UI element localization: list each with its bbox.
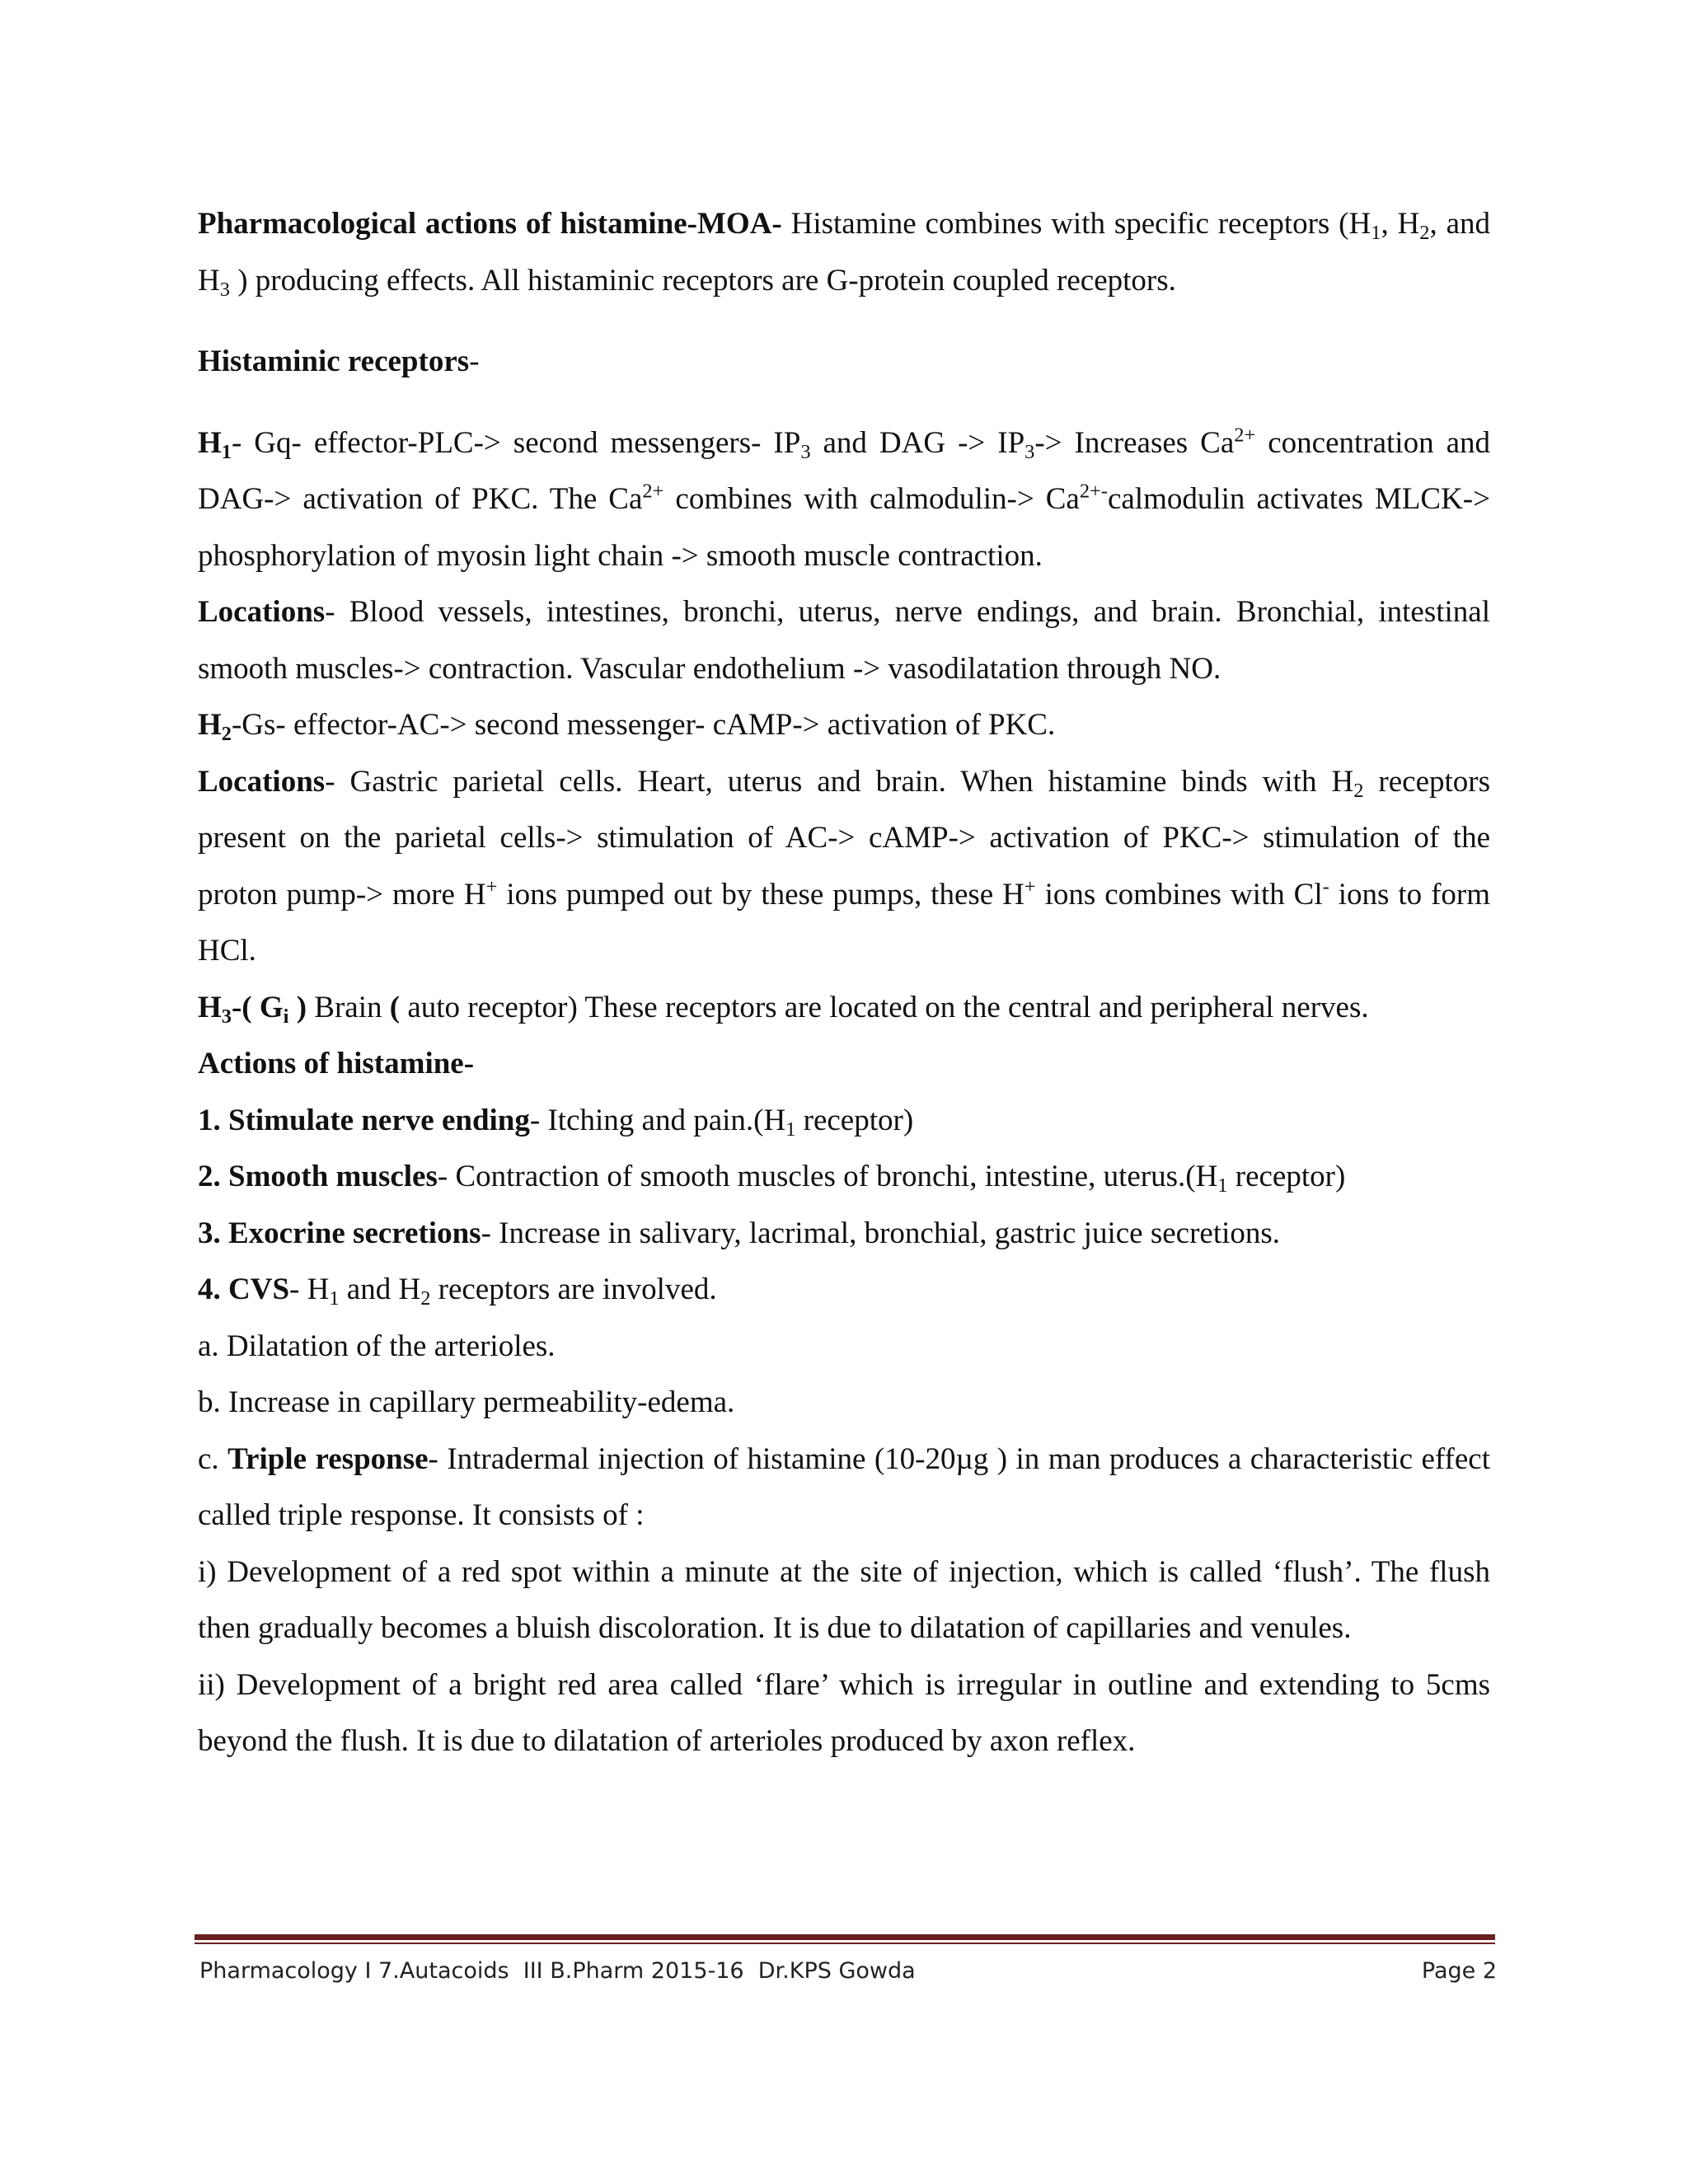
actions-heading: Actions of histamine- xyxy=(198,1047,475,1080)
page-footer xyxy=(199,1955,1497,1988)
sub-item-c: c. Triple response- Intradermal injection of histamine (10-20µg ) in man produces a characteristic effect called triple response. It consists of : xyxy=(198,1441,1490,1532)
footer-course-info: Pharmacology I 7.Autacoids III B.Pharm 2015-16 Dr.KPS Gowda xyxy=(199,1958,916,1984)
page-body xyxy=(198,196,1490,1770)
h3-label: $H_3-$( $G_i$ ) xyxy=(198,990,307,1028)
action-item-3: 3. Exocrine secretions- Increase in salivary, lacrimal, bronchial, gastric juice secretions. xyxy=(198,1216,1281,1250)
footer-divider xyxy=(195,1934,1495,1940)
receptors-heading: Histaminic receptors- xyxy=(198,344,480,378)
locations-label: Locations xyxy=(198,595,326,629)
moa-heading: Pharmacological actions of histamine-MOA- xyxy=(198,207,782,241)
locations-label: Locations xyxy=(198,764,326,799)
action-item-4: 4. CVS- $H_1$ and $H_2$ receptors are involved. xyxy=(198,1272,717,1310)
footer-divider-thin xyxy=(195,1943,1495,1944)
h1-paragraph: $H_1-$ Gq- effector-PLC-> second messengers- $IP_3$ and DAG -> $IP_3->$ Increases $Ca^{2+}$ concentration and DAG-> activation of PKC. The $Ca^{2+}$ combines with calmodulin-> $Ca^{2+-}calmodulin$ activates MLCK-> phosphorylation of myosin light chain -> smooth muscle contraction. xyxy=(198,424,1490,573)
action-item-2: 2. Smooth muscles- Contraction of smooth muscles of bronchi, intestine, $uterus.(H_1$ receptor) xyxy=(198,1160,1346,1197)
h2-paragraph: $H_2-Gs-$ effector-AC-> second messenger- cAMP-> activation of PKC. xyxy=(198,708,1056,745)
h2-label: $H_2$ xyxy=(198,708,232,745)
h3-paragraph: $H_3-$( $G_i$ ) Brain ( auto receptor) These receptors are located on the central and peripheral nerves. xyxy=(198,990,1369,1028)
sub-item-a: a. Dilatation of the arterioles. xyxy=(198,1329,556,1363)
action-item-1: 1. Stimulate nerve ending- Itching and $pain.(H_1$ receptor) xyxy=(198,1103,914,1141)
sub-item-i: i) Development of a red spot within a minute at the site of injection, which is called ‘flush’. The flush then gradually becomes a bluish discoloration. It is due to dilatation of capillaries and venules. xyxy=(198,1554,1490,1645)
h1-locations-paragraph: Locations- Blood vessels, intestines, bronchi, uterus, nerve endings, and brain. Bronchial, intestinal smooth muscles-> contraction. Vascular endothelium -> vasodilatation through NO. xyxy=(198,595,1490,686)
sub-item-ii: ii) Development of a bright red area called ‘flare’ which is irregular in outline and extending to 5cms beyond the flush. It is due to dilatation of arterioles produced by axon reflex. xyxy=(198,1667,1490,1758)
sub-item-b: b. Increase in capillary permeability-edema. xyxy=(198,1385,735,1419)
h1-label: $H_1$ xyxy=(198,425,232,463)
page-number: Page 2 xyxy=(1421,1958,1497,1984)
moa-paragraph: Pharmacological actions of histamine-MOA- Histamine combines with specific receptors ($H_1$, $H_2$, and $H_3$ ) producing effects. All histaminic receptors are G-protein coupled receptors. xyxy=(198,207,1490,301)
h2-locations-paragraph: Locations- Gastric parietal cells. Heart, uterus and brain. When histamine binds with $H_2$ receptors present on the parietal cells-> stimulation of AC-> cAMP-> activation of PKC-> stimulation of the proton pump-> more H+ ions pumped out by these pumps, these H+ ions combines with Cl- ions to form HCl. xyxy=(198,764,1491,968)
